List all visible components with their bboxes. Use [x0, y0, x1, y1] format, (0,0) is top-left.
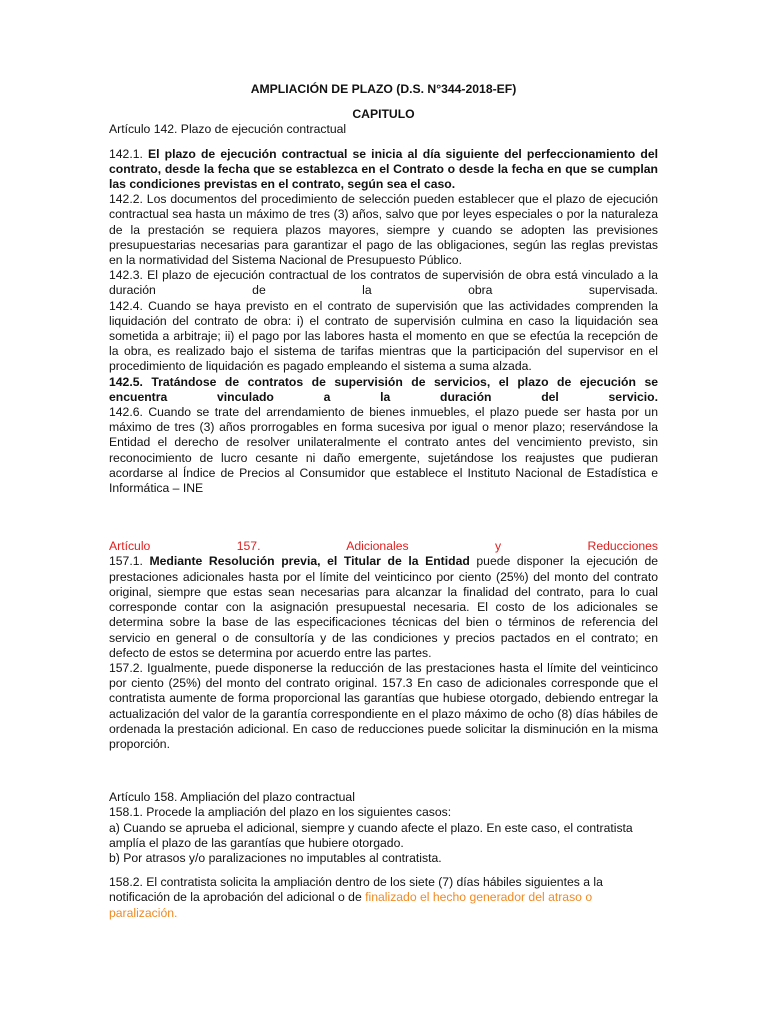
paragraph-158-1: 158.1. Procede la ampliación del plazo en los siguientes casos: — [109, 805, 452, 820]
document-subtitle: CAPITULO — [352, 107, 415, 122]
paragraph-158-2-text: 158.2. El contratista solicita la ampliación dentro de los siete (7) días hábiles siguientes a la notificación de la aprobación del adicional o de — [109, 875, 603, 905]
paragraph-142-5-bold: 142.5. Tratándose de contratos de supervisión de servicios, el plazo de ejecución se encuentra vinculado a la duración del servicio. — [109, 374, 658, 404]
document-title: AMPLIACIÓN DE PLAZO (D.S. N°344-2018-EF) — [250, 82, 517, 96]
paragraph-157-1-bold: Mediante Resolución previa, el Titular de la Entidad — [149, 554, 470, 569]
paragraph-158-2-highlight: finalizado el hecho generador del atraso o paralización. — [109, 890, 593, 920]
paragraph-157-1-number: 157.1. — [109, 554, 150, 569]
paragraph-142-4: 142.4. Cuando se haya previsto en el contrato de supervisión que las actividades comprenden la liquidación del contrato de obra: i) el contrato de supervisión culmina en caso la liquidación sea sometida a arbitraje; ii) el pago por las labores hasta el momento en que se efectúa la recepción de la obra, es realizado bajo el sistema de tarifas mientras que la participación del supervisor en el procedimiento de liquidación es pagado empleando el sistema a suma alzada. — [109, 298, 658, 374]
paragraph-142-5 — [109, 375, 658, 405]
paragraph-157-1 — [109, 554, 658, 660]
list-item-a: a) Cuando se aprueba el adicional, siempre y cuando afecte el plazo. En este caso, el contratista amplía el plazo de las garantías que hubiere otorgado. — [109, 820, 633, 850]
paragraph-142-1-bold: El plazo de ejecución contractual se inicia al día siguiente del perfeccionamiento del contrato, desde la fecha que se establezca en el Contrato o desde la fecha en que se cumplan las condiciones previstas en el contrato, según sea el caso. — [109, 146, 658, 192]
article-142-heading: Artículo 142. Plazo de ejecución contractual — [109, 122, 347, 137]
paragraph-142-6: 142.6. Cuando se trate del arrendamiento de bienes inmuebles, el plazo puede ser hasta por un máximo de tres (3) años prorrogables en forma sucesiva por igual o menor plazo; reservándose la Entidad el derecho de resolver unilateralmente el contrato antes del vencimiento previsto, sin reconocimiento de lucro cesante ni daño emergente, sujetándose los reajustes que pudieran acordarse al Índice de Precios al Consumidor que establece el Instituto Nacional de Estadística e Informática – INE — [109, 405, 658, 496]
document-body — [109, 82, 658, 921]
paragraph-157-1-text: puede disponer la ejecución de prestaciones adicionales hasta por el límite del veinticinco por ciento (25%) del monto del contrato original, siempre que estas sean necesarias para alcanzar la finalidad del contrato, para lo cual corresponde contar con la asignación presupuestal necesaria. El costo de los adicionales se determina sobre la base de las especificaciones técnicas del bien o términos de referencia del servicio en general o de consultoría y de las condiciones y precios pactados en el contrato; en defecto de estos se determina por acuerdo entre las partes. — [109, 554, 658, 660]
list-item-b: b) Por atrasos y/o paralizaciones no imputables al contratista. — [109, 850, 442, 865]
paragraph-142-2: 142.2. Los documentos del procedimiento de selección pueden establecer que el plazo de ejecución contractual sea hasta un máximo de tres (3) años, salvo que por leyes especiales o por la naturaleza de la prestación se requiera plazos mayores, siempre y cuando se adopten las previsiones presupuestarias necesarias para garantizar el pago de las obligaciones, según las reglas previstas en la normatividad del Sistema Nacional de Presupuesto Público. — [109, 192, 658, 268]
paragraph-142-1-number: 142.1. — [109, 146, 149, 161]
article-157-heading: Artículo 157. Adicionales y Reducciones — [109, 539, 658, 554]
paragraph-158-2 — [109, 875, 658, 921]
paragraph-142-3: 142.3. El plazo de ejecución contractual de los contratos de supervisión de obra está vinculado a la duración de la obra supervisada. — [109, 268, 658, 298]
article-158-heading: Artículo 158. Ampliación del plazo contractual — [109, 790, 355, 805]
paragraph-157-2: 157.2. Igualmente, puede disponerse la reducción de las prestaciones hasta el límite del veinticinco por ciento (25%) del monto del contrato original. 157.3 En caso de adicionales corresponde que el contratista aumente de forma proporcional las garantías que hubiese otorgado, debiendo entregar la actualización del valor de la garantía correspondiente en el plazo máximo de ocho (8) días hábiles de ordenada la prestación adicional. En caso de reducciones puede solicitar la disminución en la misma proporción. — [109, 660, 658, 751]
paragraph-142-1 — [109, 147, 658, 193]
